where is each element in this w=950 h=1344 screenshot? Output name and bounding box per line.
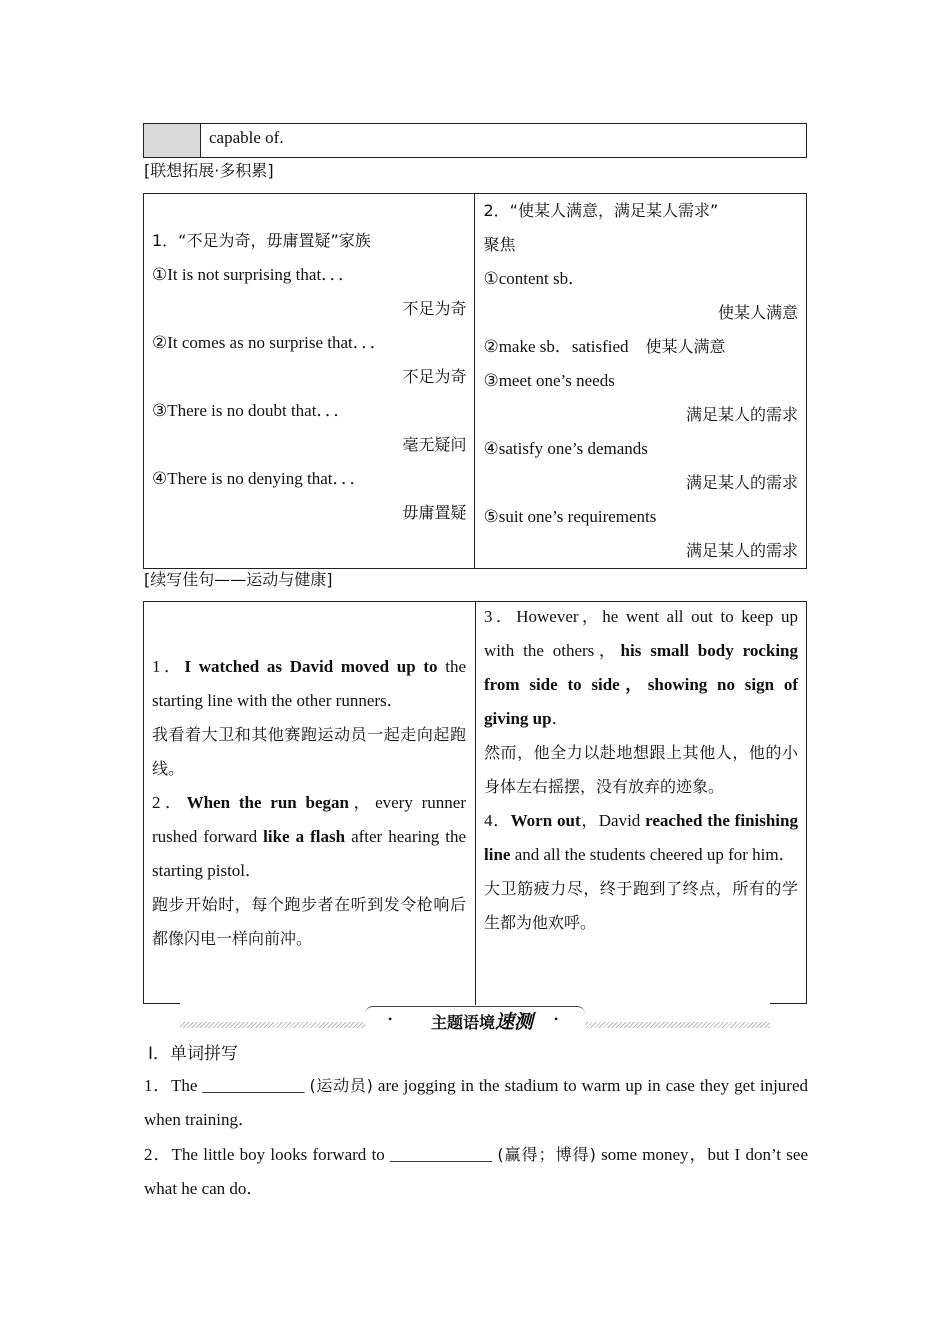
sentence-1-translation: 我看着大卫和其他赛跑运动员一起走向起跑线。 (152, 725, 466, 778)
column-divider (475, 602, 476, 1005)
phrase-item: ③meet one’s needs (483, 371, 615, 390)
sentence-3-translation: 然而，他全力以赴地想跟上其他人，他的小身体左右摇摆，没有放弃的迹象。 (484, 743, 798, 796)
phrase-item: ③There is no doubt that．．． (152, 401, 351, 420)
associations-table (143, 193, 807, 569)
phrase-item: ②It comes as no surprise that．．． (152, 333, 387, 352)
exercise-title: Ⅰ．单词拼写 (148, 1044, 239, 1064)
phrase-meaning: 满足某人的需求 (685, 473, 798, 492)
section-banner (180, 1006, 770, 1034)
question-2: 2．The little boy looks forward to ____________ (赢得；博得) some money，but I don’t see what he can do． (144, 1145, 808, 1198)
right-column (475, 194, 807, 569)
phrase-meaning: 毫无疑问 (402, 435, 467, 454)
table-bottom-left (143, 1003, 180, 1004)
phrase-item: ④satisfy one’s demands (483, 439, 648, 458)
phrase-meaning: 满足某人的需求 (685, 405, 798, 424)
question-1-hint: (运动员) (309, 1076, 373, 1095)
question-2-hint: (赢得；博得) (497, 1145, 596, 1164)
phrase-meaning: 使某人满意 (645, 337, 726, 356)
table-bottom-right (770, 1003, 807, 1004)
phrase-meaning: 使某人满意 (717, 303, 798, 322)
phrase-item: ②make sb．satisfied 使某人满意 (483, 337, 726, 356)
sentence-1: 1．I watched as David moved up to the starting line with the other runners． 我看着大卫和其他赛跑运动员一起走向起跑线。 2．When the run began，every runner rushed forward like a flash after hearing the starting pistol． 跑步开始时，每个跑步者在听到发令枪响后都像闪电一样向前冲。 (152, 657, 467, 948)
section-header-associations: [联想拓展·多积累] (144, 161, 274, 180)
phrase-item: ①content sb． (483, 269, 586, 288)
sentence-4-translation: 大卫筋疲力尽，终于跑到了终点，所有的学生都为他欢呼。 (484, 879, 798, 932)
sentence-2-translation: 跑步开始时，每个跑步者在听到发令枪响后都像闪电一样向前冲。 (152, 895, 466, 948)
left-column (144, 194, 475, 569)
section-header-sentences: [续写佳句——运动与健康] (144, 570, 333, 589)
phrase-meaning: 不足为奇 (402, 299, 467, 318)
shaded-cell (144, 124, 201, 158)
question-1: 1．The ____________ (运动员) are jogging in the stadium to warm up in case they get injured when training． (144, 1076, 808, 1129)
banner-title: 主题语境速测 (430, 1011, 534, 1033)
phrase-item: ⑤suit one’s requirements (483, 507, 657, 526)
phrase-item: ④There is no denying that．．． (152, 469, 367, 488)
right-title: 2．“使某人满意，满足某人需求” (483, 201, 719, 220)
top-table (143, 123, 807, 158)
banner-dot-right: • (554, 1012, 559, 1026)
top-table-cell: capable of. (201, 124, 807, 158)
phrase-item: ①It is not surprising that．．． (152, 265, 356, 284)
phrase-meaning: 满足某人的需求 (685, 541, 798, 560)
phrase-meaning: 不足为奇 (402, 367, 467, 386)
left-title: 1．“不足为奇，毋庸置疑”家族 (152, 231, 371, 250)
sentence-3: 3．However，he went all out to keep up with the others，his small body rocking from side to side，showing no sign of giving up． 然而，他全力以赴地想跟上其他人，他的小身体左右摇摆，没有放弃的迹象。 4．Worn out，David reached the finishing line and all the students cheered up for him． 大卫筋疲力尽，终于跑到了终点，所有的学生都为他欢呼。 (484, 607, 798, 932)
sentences-table (143, 601, 807, 1004)
banner-dot-left: • (388, 1012, 393, 1026)
phrase-meaning: 毋庸置疑 (402, 503, 467, 522)
right-title-cont: 聚焦 (483, 235, 516, 254)
